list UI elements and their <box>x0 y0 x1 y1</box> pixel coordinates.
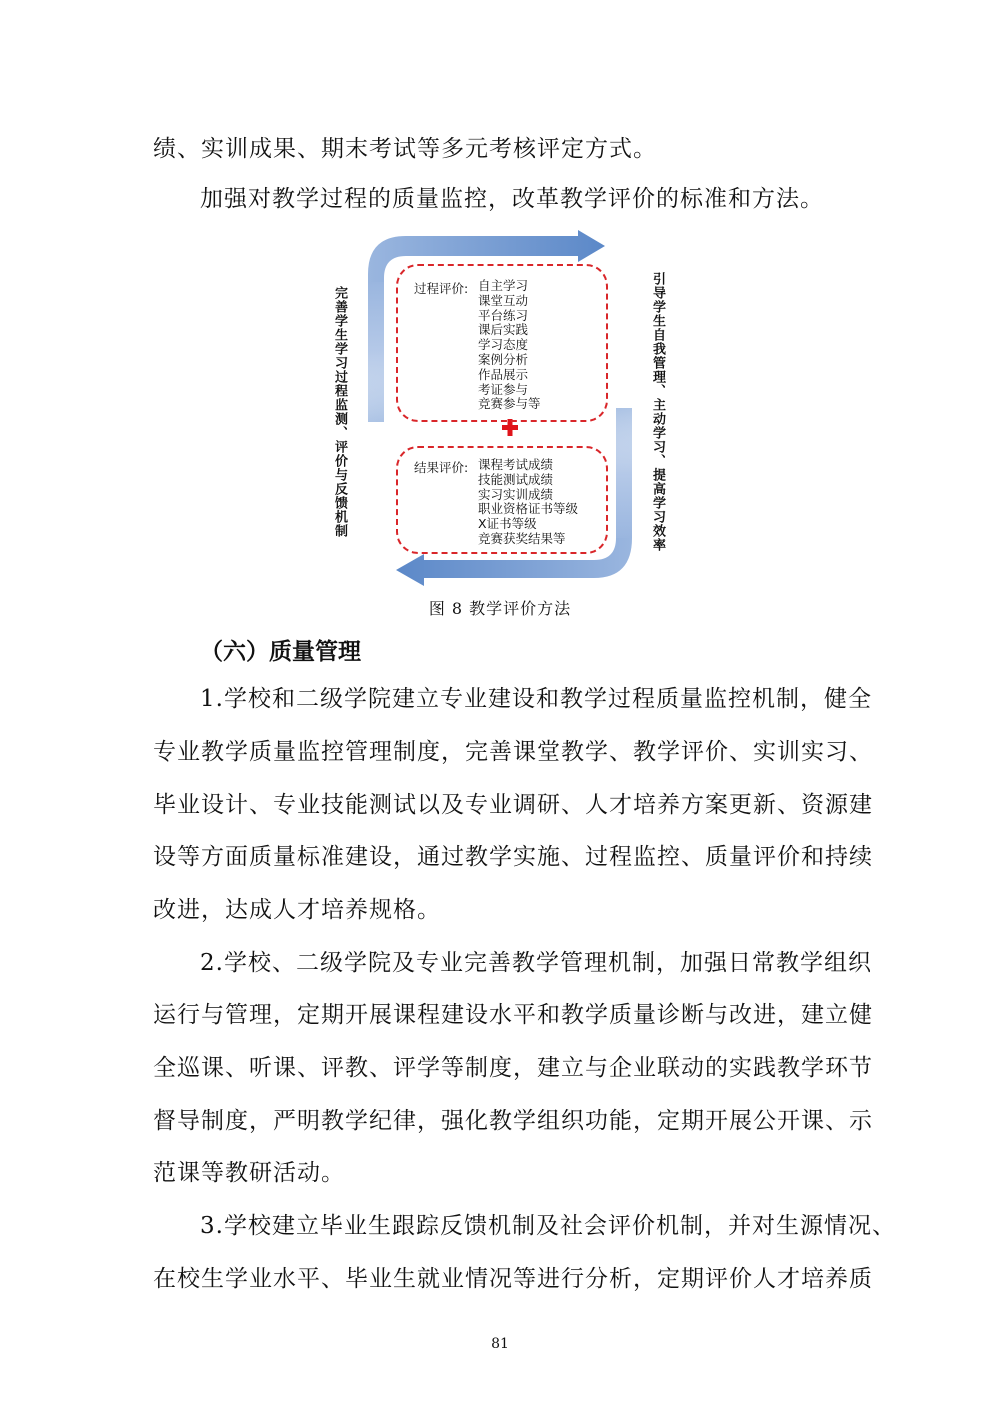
list-item: 作品展示 <box>478 366 529 382</box>
paragraph-line: 毕业设计、专业技能测试以及专业调研、人才培养方案更新、资源建 <box>153 792 873 818</box>
result-evaluation-box <box>396 446 608 554</box>
left-vertical-label: 完善学生学习过程监测、评价与反馈机制 <box>332 286 347 538</box>
paragraph-line: 专业教学质量监控管理制度，完善课堂教学、教学评价、实训实习、 <box>153 739 873 765</box>
paragraph-line: 在校生学业水平、毕业生就业情况等进行分析，定期评价人才培养质 <box>153 1266 873 1292</box>
result-evaluation-items <box>478 458 578 547</box>
paragraph-line: 2.学校、二级学院及专业完善教学管理机制，加强日常教学组织 <box>200 950 872 976</box>
list-item: 实习实训成绩 <box>478 486 554 502</box>
section-heading: （六）质量管理 <box>200 639 361 665</box>
list-item: X证书等级 <box>478 516 537 532</box>
paragraph-line: 范课等教研活动。 <box>153 1160 345 1186</box>
list-item: 课堂互动 <box>478 292 529 308</box>
paragraph-line: 全巡课、听课、评教、评学等制度，建立与企业联动的实践教学环节 <box>153 1055 873 1081</box>
paragraph-line: 运行与管理，定期开展课程建设水平和教学质量诊断与改进，建立健 <box>153 1002 873 1028</box>
result-evaluation-title: 结果评价: <box>414 460 469 475</box>
page-number: 81 <box>491 1336 509 1352</box>
list-item: 课后实践 <box>478 322 529 338</box>
list-item: 案例分析 <box>478 351 529 367</box>
paragraph-line: 设等方面质量标准建设，通过教学实施、过程监控、质量评价和持续 <box>153 844 873 870</box>
figure-caption: 图 8 教学评价方法 <box>428 599 572 618</box>
list-item: 技能测试成绩 <box>478 471 554 487</box>
list-item: 学习态度 <box>478 337 529 353</box>
list-item: 竞赛参与等 <box>478 396 541 412</box>
paragraph-line: 绩、实训成果、期末考试等多元考核评定方式。 <box>153 136 657 162</box>
right-vertical-label: 引导学生自我管理、主动学习、提高学习效率 <box>650 272 665 552</box>
process-evaluation-title: 过程评价: <box>414 281 469 296</box>
list-item: 平台练习 <box>478 307 529 323</box>
paragraph-line: 加强对教学过程的质量监控，改革教学评价的标准和方法。 <box>200 186 824 212</box>
list-item: 自主学习 <box>478 278 529 293</box>
process-evaluation-box <box>396 264 608 422</box>
paragraph-line: 督导制度，严明教学纪律，强化教学组织功能，定期开展公开课、示 <box>153 1108 873 1134</box>
process-evaluation-items <box>478 279 541 412</box>
evaluation-diagram <box>320 222 700 598</box>
list-item: 竞赛获奖结果等 <box>478 530 566 546</box>
paragraph-line: 1.学校和二级学院建立专业建设和教学过程质量监控机制，健全 <box>200 686 872 712</box>
list-item: 职业资格证书等级 <box>478 501 579 517</box>
paragraph-line: 3.学校建立毕业生跟踪反馈机制及社会评价机制，并对生源情况、 <box>200 1213 896 1239</box>
list-item: 课程考试成绩 <box>478 457 554 472</box>
paragraph-line: 改进，达成人才培养规格。 <box>153 897 441 923</box>
list-item: 考证参与 <box>478 381 529 397</box>
